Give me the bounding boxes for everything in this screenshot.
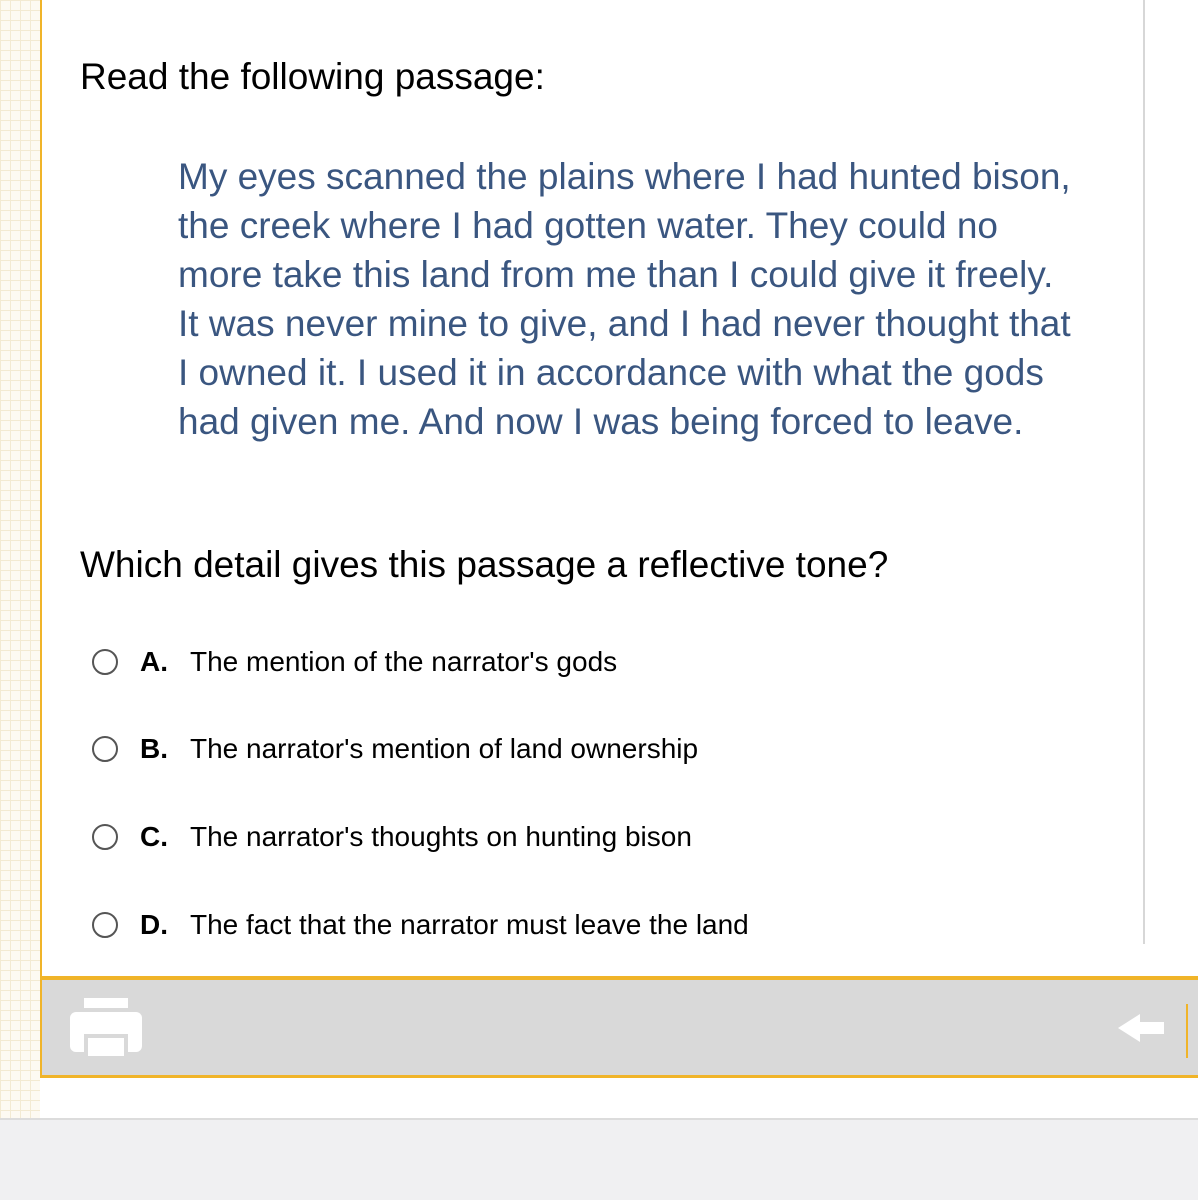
print-button[interactable] xyxy=(70,998,142,1062)
back-button[interactable] xyxy=(1118,1010,1166,1046)
radio-c[interactable] xyxy=(92,824,118,850)
radio-b[interactable] xyxy=(92,736,118,762)
option-b[interactable] xyxy=(92,727,698,771)
option-text: The fact that the narrator must leave the land xyxy=(190,909,749,940)
option-text: The mention of the narrator's gods xyxy=(190,646,618,677)
option-letter: A. xyxy=(140,646,168,677)
radio-d[interactable] xyxy=(92,912,118,938)
option-d[interactable] xyxy=(92,903,749,947)
passage-prompt: Read the following passage: xyxy=(80,56,545,97)
option-letter: B. xyxy=(140,733,168,764)
option-c[interactable] xyxy=(92,815,692,859)
radio-a[interactable] xyxy=(92,649,118,675)
option-text: The narrator's mention of land ownership xyxy=(190,733,699,764)
back-arrow-icon xyxy=(1118,1010,1166,1046)
option-letter: D. xyxy=(140,909,168,940)
option-text: The narrator's thoughts on hunting bison xyxy=(190,821,692,852)
printer-icon xyxy=(70,998,142,1062)
bottom-toolbar xyxy=(40,976,1198,1078)
left-grid-background xyxy=(0,0,40,1118)
option-letter: C. xyxy=(140,821,168,852)
toolbar-divider xyxy=(1186,1004,1188,1058)
panel-right-border xyxy=(1143,0,1145,944)
passage-text: My eyes scanned the plains where I had hunted bison, the creek where I had gotten water. They could no more take this land from me than I could give it freely. It was never mine to give, and I had never thought that I owned it. I used it in accordance with what the gods had given me. And now I was being forced to leave. xyxy=(178,156,1071,442)
question-text: Which detail gives this passage a reflective tone? xyxy=(80,544,889,585)
bottom-area xyxy=(0,1118,1198,1200)
option-a[interactable] xyxy=(92,640,617,684)
